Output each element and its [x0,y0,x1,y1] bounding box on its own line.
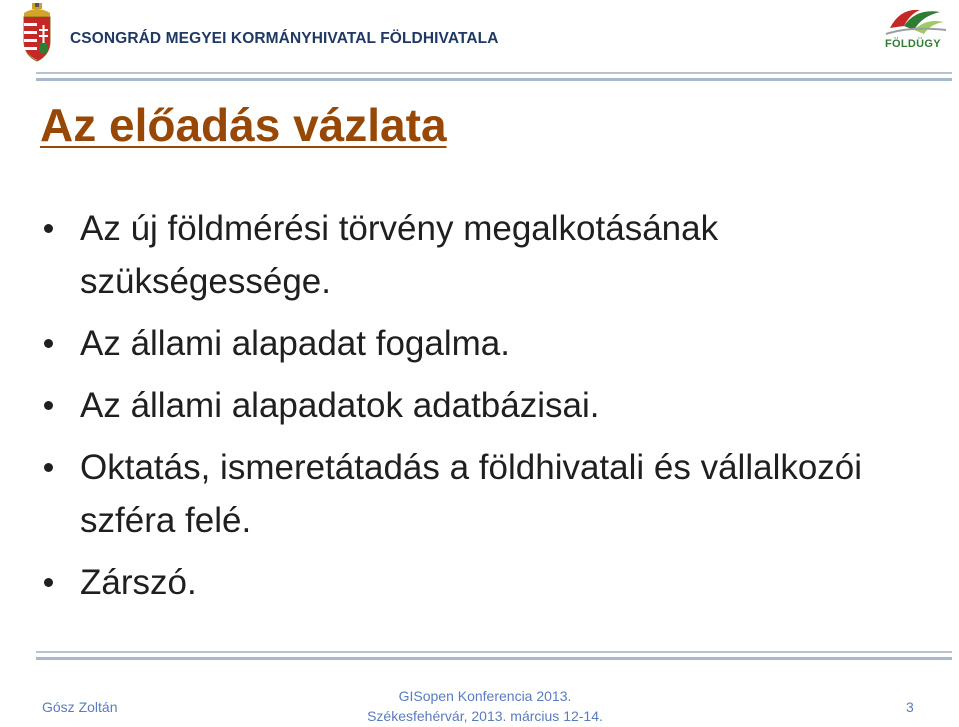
footer-event-name: GISopen Konferencia 2013. [398,688,572,704]
organization-title: CSONGRÁD MEGYEI KORMÁNYHIVATAL FÖLDHIVATALA [70,30,499,47]
hungarian-coat-of-arms-icon [20,3,54,63]
header-divider [36,72,952,74]
footer-event [320,686,650,726]
slide-number: 3 [906,699,914,715]
footer-event-place-date: Székesfehérvár, 2013. március 12-14. [367,708,603,724]
footer-divider [36,651,952,653]
footer-author: Gósz Zoltán [42,699,118,715]
slide-header [0,0,959,74]
bullet-item: Az állami alapadatok adatbázisai. [40,379,920,432]
foldugy-logo-text: FÖLDÜGY [885,38,941,50]
footer-divider-accent [36,657,952,660]
foldugy-logo [880,4,950,56]
bullet-item: Az állami alapadat fogalma. [40,317,920,370]
bullet-item: Oktatás, ismeretátadás a földhivatali és vállalkozói szféra felé. [40,441,920,547]
slide-title: Az előadás vázlata [40,99,447,151]
bullet-item: Zárszó. [40,556,920,609]
header-divider-accent [36,78,952,81]
bullet-item: Az új földmérési törvény megalkotásának szükségessége. [40,202,920,308]
bullet-list [40,202,920,618]
foldugy-logo-icon [880,4,950,40]
